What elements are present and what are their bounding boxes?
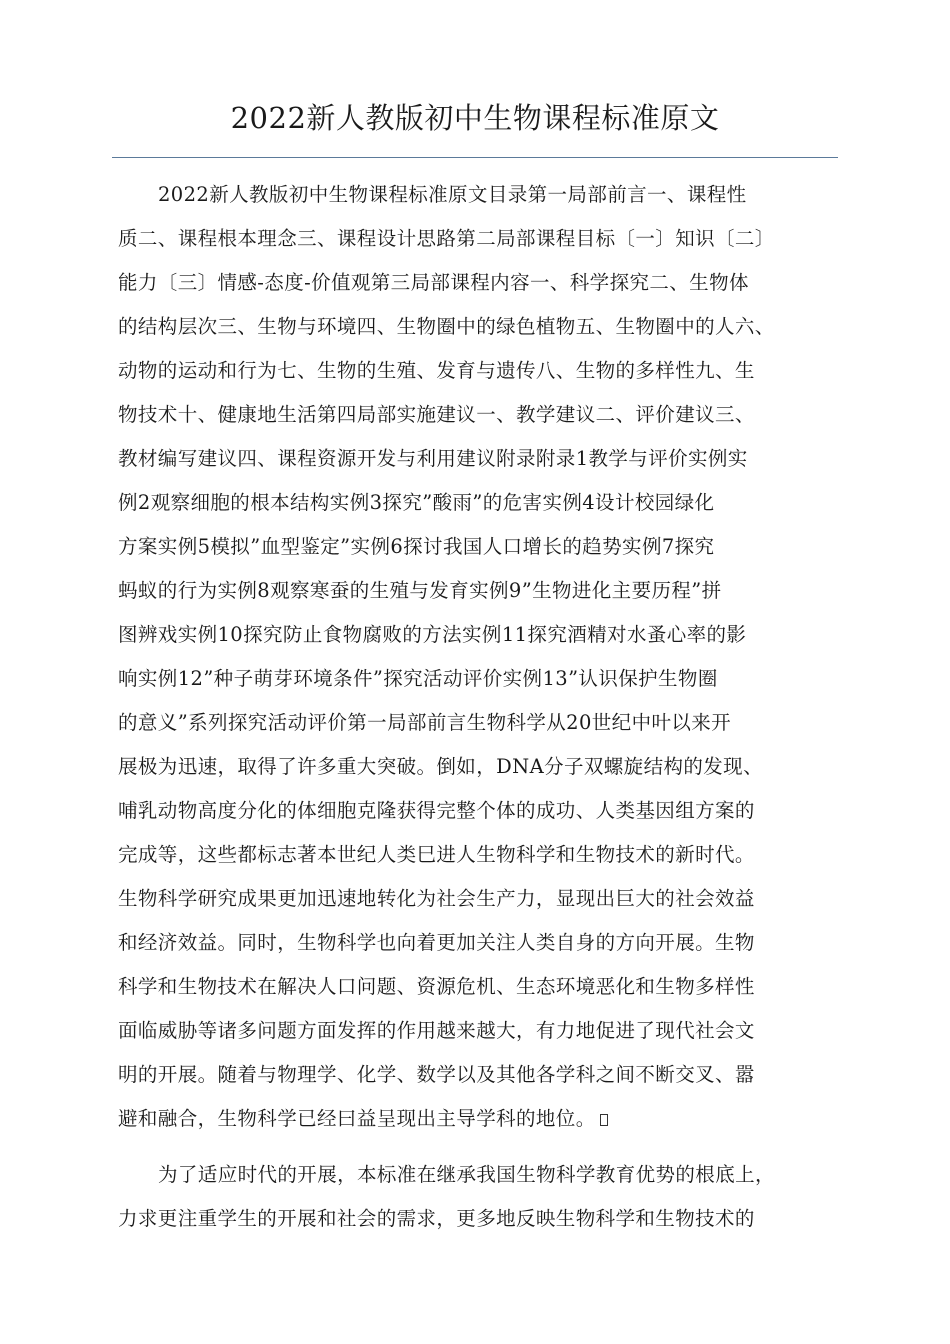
text-line: 例2观察细胞的根本结构实例3探究”酸雨”的危害实例4设计校园绿化 (118, 491, 715, 514)
text-line: 面临威胁等诸多问题方面发挥的作用越来越大，有力地促进了现代社会文 (118, 1019, 755, 1042)
text-line: 明的开展。随着与物理学、化学、数学以及其他各学科之间不断交叉、嚣 (118, 1063, 755, 1086)
text-line: 的结构层次三、生物与环境四、生物圈中的绿色植物五、生物圈中的人六、 (118, 315, 775, 338)
text-line: 展极为迅速，取得了许多重大突破。倒如，DNA分子双螺旋结构的发现、 (118, 755, 763, 778)
text-line: 生物科学研究成果更加迅速地转化为社会生产力，显现出巨大的社会效益 (118, 887, 755, 910)
text-line: 为了适应时代的开展，本标准在继承我国生物科学教育优势的根底上， (158, 1163, 775, 1186)
text-line: 的意义”系列探究活动评价第一局部前言生物科学从20世纪中叶以来开 (118, 711, 732, 734)
text-line: 方案实例5模拟”血型鉴定”实例6探讨我国人口增长的趋势实例7探究 (118, 535, 715, 558)
text-line: 和经济效益。同时，生物科学也向着更加关注人类自身的方向开展。生物 (118, 931, 755, 954)
text-line: 物技术十、健康地生活第四局部实施建议一、教学建议二、评价建议三、 (118, 403, 755, 426)
text-line: 教材编写建议四、课程资源开发与利用建议附录附录1教学与评价实例实 (118, 447, 748, 470)
text-line: 图辨戏实例10探究防止食物腐败的方法实例11探究酒精对水蚤心率的影 (118, 623, 747, 646)
document-title: 2022新人教版初中生物课程标准原文 (230, 101, 720, 135)
text-line: 2022新人教版初中生物课程标准原文目录第一局部前言一、课程性 (158, 183, 747, 206)
text-line: 蚂蚁的行为实例8观察寒蚕的生殖与发育实例9”生物进化主要历程”拼 (118, 579, 722, 602)
text-line: 科学和生物技术在解决人口问题、资源危机、生态环境恶化和生物多样性 (118, 975, 755, 998)
text-line: 响实例12”种子萌芽环境条件”探究活动评价实例13”认识保护生物圈 (118, 667, 718, 690)
text-line-with-mark (118, 1099, 608, 1139)
text-line: 质二、课程根本理念三、课程设计思路第二局部课程目标〔一〕知识〔二〕 (118, 227, 775, 250)
paragraph-mark-icon (600, 1114, 608, 1126)
text-line: 动物的运动和行为七、生物的生殖、发育与遗传八、生物的多样性九、生 (118, 359, 755, 382)
text-line: 哺乳动物高度分化的体细胞克隆获得完整个体的成功、人类基因组方案的 (118, 799, 755, 822)
title-underline (112, 157, 838, 158)
text-line: 避和融合，生物科学已经曰益呈现出主导学科的地位。 (118, 1107, 596, 1130)
text-line: 完成等，这些都标志著本世纪人类巳进人生物科学和生物技术的新时代。 (118, 843, 755, 866)
text-line: 能力〔三〕情感-态度-价值观第三局部课程内容一、科学探究二、生物体 (118, 271, 749, 294)
text-line: 力求更注重学生的开展和社会的需求，更多地反映生物科学和生物技术的 (118, 1207, 755, 1230)
